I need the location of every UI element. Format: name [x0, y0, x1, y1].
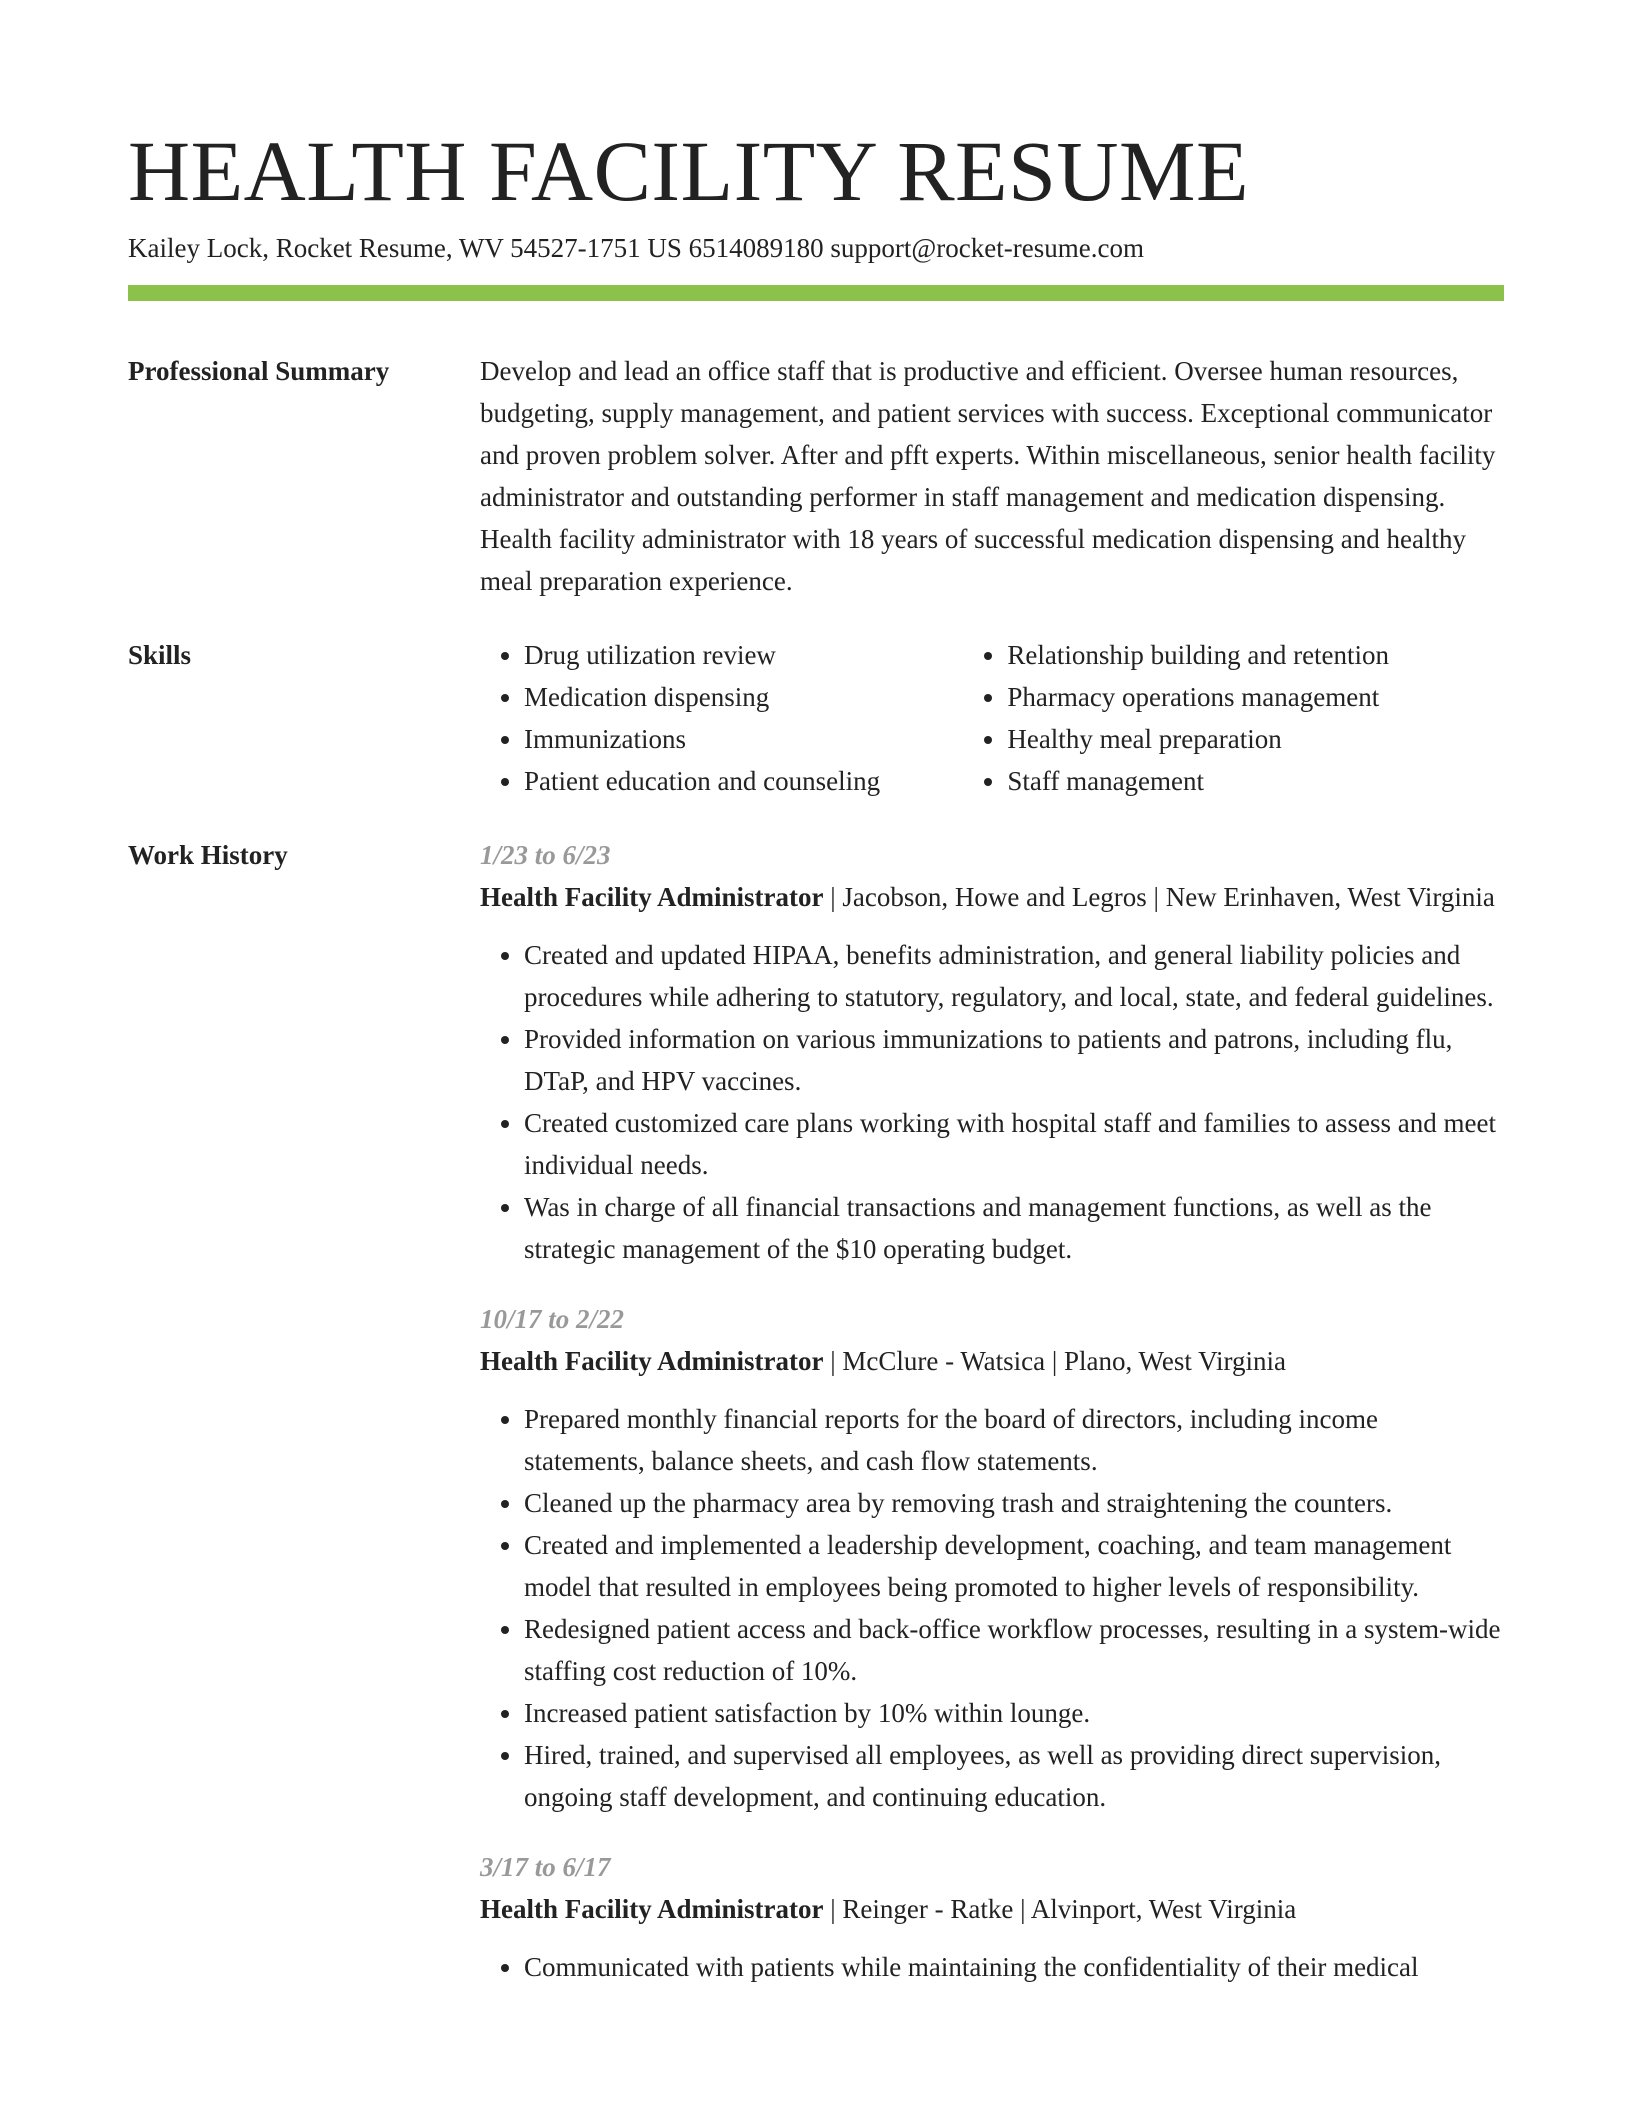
skills-list-right [963, 634, 1504, 802]
header-divider [128, 285, 1504, 301]
job-details: | McClure - Watsica | Plano, West Virginia [823, 1346, 1287, 1376]
job-bullet: • Communicated with patients while maintaining the confidentiality of their medical [524, 1946, 1504, 1988]
skill-item: • Immunizations [524, 718, 963, 760]
job-details: | Reinger - Ratke | Alvinport, West Virginia [823, 1894, 1297, 1924]
contact-line: Kailey Lock, Rocket Resume, WV 54527-1751 US 6514089180 support@rocket-resume.com [128, 233, 1144, 263]
job-bullet: • Redesigned patient access and back-office workflow processes, resulting in a system-wide staffing cost reduction of 10%. [524, 1608, 1504, 1692]
skill-item: • Drug utilization review [524, 634, 963, 676]
job-dates: 1/23 to 6/23 [480, 840, 611, 870]
skills-label: Skills [128, 640, 192, 670]
job-bullet: • Cleaned up the pharmacy area by removing trash and straightening the counters. [524, 1482, 1504, 1524]
skill-item: • Pharmacy operations management [1007, 676, 1504, 718]
work-label: Work History [128, 840, 288, 870]
skills-body [480, 634, 1504, 802]
job-bullet: • Prepared monthly financial reports for the board of directors, including income statements, balance sheets, and cash flow statements. [524, 1398, 1504, 1482]
job-entry [480, 834, 1504, 1270]
job-dates: 3/17 to 6/17 [480, 1852, 611, 1882]
skill-item: • Staff management [1007, 760, 1504, 802]
summary-label: Professional Summary [128, 356, 390, 386]
summary-text: Develop and lead an office staff that is productive and efficient. Oversee human resources, budgeting, supply management, and patient services with success. Exceptional communicator and proven problem solver. After and pfft experts. Within miscellaneous, senior health facility administrator and outstanding performer in staff management and medication dispensing. Health facility administrator with 18 years of successful medication dispensing and healthy meal preparation experience. [480, 356, 1496, 596]
skills-columns [480, 634, 1504, 802]
job-bullet: • Was in charge of all financial transactions and management functions, as well as the strategic management of the $10 operating budget. [524, 1186, 1504, 1270]
job-bullets [480, 1946, 1504, 1988]
job-bullet: • Created customized care plans working with hospital staff and families to assess and meet individual needs. [524, 1102, 1504, 1186]
job-bullet: • Provided information on various immunizations to patients and patrons, including flu, DTaP, and HPV vaccines. [524, 1018, 1504, 1102]
work-body [480, 834, 1504, 2016]
job-heading [480, 1888, 1504, 1930]
job-dates: 10/17 to 2/22 [480, 1304, 625, 1334]
resume-title: HEALTH FACILITY RESUME [128, 123, 1250, 219]
job-bullets [480, 934, 1504, 1270]
skill-item: • Patient education and counseling [524, 760, 963, 802]
skill-item: • Medication dispensing [524, 676, 963, 718]
skill-item: • Relationship building and retention [1007, 634, 1504, 676]
job-bullet: • Created and updated HIPAA, benefits administration, and general liability policies and procedures while adhering to statutory, regulatory, and local, state, and federal guidelines. [524, 934, 1504, 1018]
job-bullet: • Hired, trained, and supervised all employees, as well as providing direct supervision, ongoing staff development, and continuing education. [524, 1734, 1504, 1818]
job-entry [480, 1846, 1504, 1988]
job-title: Health Facility Administrator [480, 1346, 824, 1376]
job-heading [480, 876, 1504, 918]
job-details: | Jacobson, Howe and Legros | New Erinhaven, West Virginia [823, 882, 1495, 912]
job-bullet: • Increased patient satisfaction by 10% within lounge. [524, 1692, 1504, 1734]
job-title: Health Facility Administrator [480, 1894, 824, 1924]
job-heading [480, 1340, 1504, 1382]
job-bullet: • Created and implemented a leadership development, coaching, and team management model that resulted in employees being promoted to higher levels of responsibility. [524, 1524, 1504, 1608]
summary-body [480, 350, 1504, 602]
skills-list-left [480, 634, 963, 802]
job-title: Health Facility Administrator [480, 882, 824, 912]
job-entry [480, 1298, 1504, 1818]
skill-item: • Healthy meal preparation [1007, 718, 1504, 760]
job-bullets [480, 1398, 1504, 1818]
